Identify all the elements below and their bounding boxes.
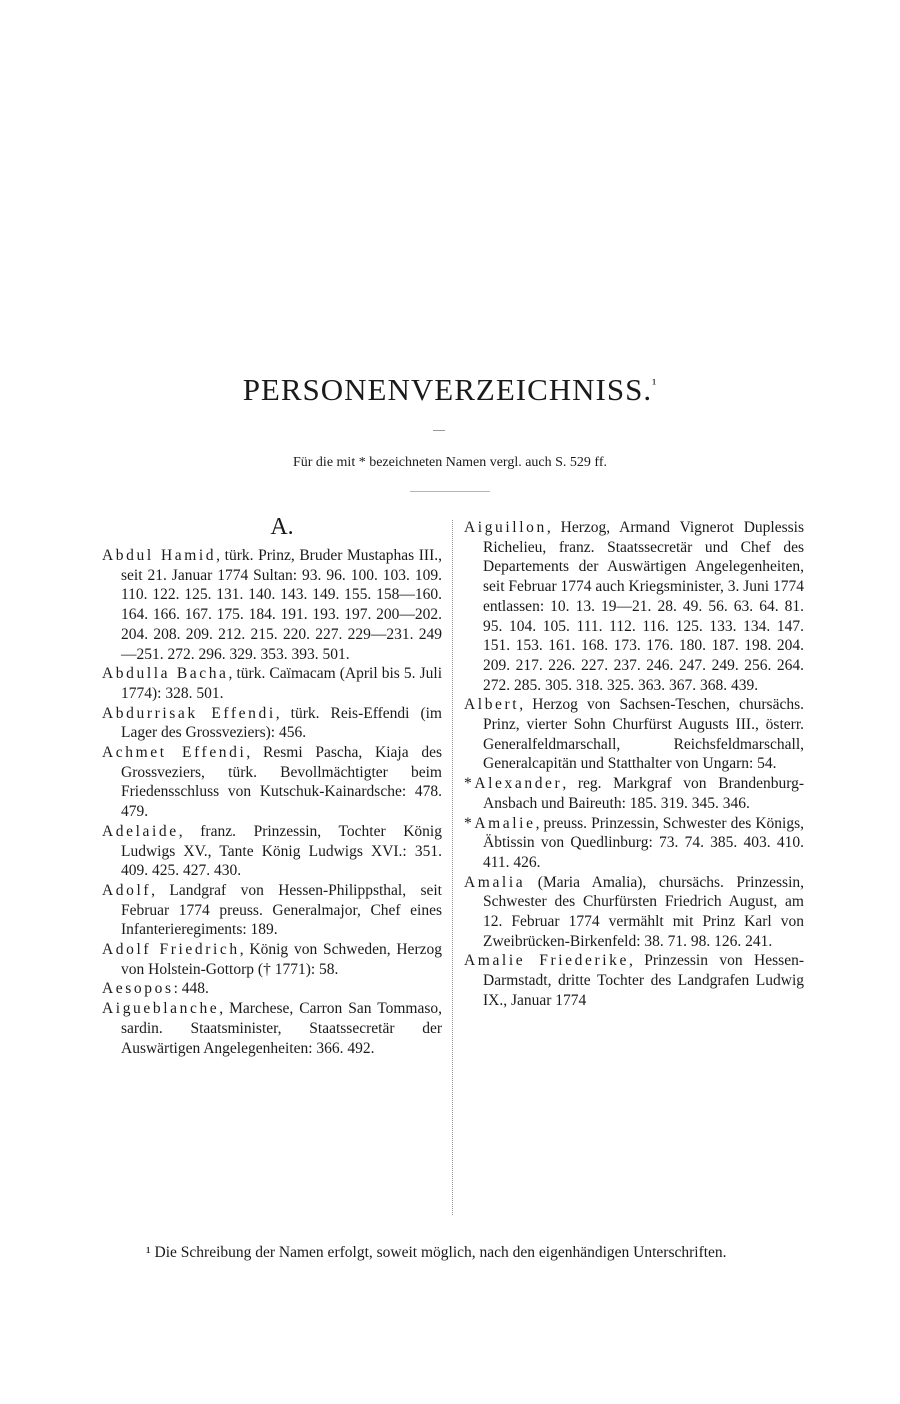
index-entry xyxy=(464,951,804,1010)
index-entry xyxy=(102,546,442,664)
index-entry xyxy=(464,873,804,952)
entry-name: Aesopos xyxy=(102,980,174,998)
footnote-text xyxy=(102,1243,802,1263)
section-rule xyxy=(410,491,490,492)
index-entry xyxy=(102,999,442,1058)
entry-text: , franz. Prinzessin, Tochter König Ludwigs XV., Tante König Ludwigs XVI.: 351. 409. 425. 427. 430. xyxy=(121,822,442,880)
index-entry xyxy=(464,695,804,774)
entry-name: Aigueblanche xyxy=(102,1000,220,1018)
entry-name: Albert xyxy=(464,696,520,714)
section-letter: A. xyxy=(270,514,294,540)
index-entry xyxy=(102,940,442,979)
index-entry xyxy=(464,518,804,695)
entry-text: , reg. Markgraf von Brandenburg-Ansbach und Baireuth: 185. 319. 345. 346. xyxy=(483,775,804,812)
entry-text: , türk. Reis-Effendi (im Lager des Grossveziers): 456. xyxy=(121,704,442,742)
index-entry xyxy=(464,814,804,873)
entry-text: : 448. xyxy=(173,980,209,998)
column-divider xyxy=(452,520,453,1215)
entry-text: , türk. Caïmacam (April bis 5. Juli 1774): 328. 501. xyxy=(121,665,442,702)
entry-name: Abdul Hamid xyxy=(102,547,217,564)
index-entry xyxy=(102,664,442,703)
index-entry xyxy=(102,743,442,822)
entry-text: , Marchese, Carron San Tommaso, sardin. Staatsminister, Staatssecretär der Auswärtigen Angelegenheiten: 366. 492. xyxy=(121,1000,442,1057)
right-column xyxy=(464,518,804,1011)
footnote xyxy=(102,1243,802,1263)
index-entry xyxy=(102,979,442,999)
entry-name: *Amalie xyxy=(464,814,536,832)
entry-name: Abdurrisak Effendi xyxy=(102,704,276,722)
left-column xyxy=(102,512,442,1058)
entry-text: , Landgraf von Hessen-Philippsthal, seit Februar 1774 preuss. Generalmajor, Chef eines Infanterieregiments: 189. xyxy=(121,881,442,939)
entry-text: , König von Schweden, Herzog von Holstein-Gottorp († 1771): 58. xyxy=(121,941,442,978)
entry-name: Amalia xyxy=(464,873,526,891)
index-entry xyxy=(102,704,442,743)
entry-name: Abdulla Bacha xyxy=(102,665,229,683)
entry-text: , türk. Prinz, Bruder Mustaphas III., seit 21. Januar 1774 Sultan: 93. 96. 100. 103. 109. 110. 122. 125. 131. 140. 143. 149. 155. 158—160. 164. 166. 167. 175. 184. 191. 193. 197. 200—202. 204. 208. 209. 212. 215. 220. 227. 229—231. 249—251. 272. 296. 329. 353. 393. 501. xyxy=(121,547,442,663)
entry-text: , Herzog, Armand Vignerot Duplessis Richelieu, franz. Staatssecretär und Chef des Departements der Auswärtigen Angelegenheiten, seit Februar 1774 auch Kriegsminister, 3. Juni 1774 entlassen: 10. 13. 19—21. 28. 49. 56. 63. 64. 81. 95. 104. 105. 111. 112. 116. 125. 133. 134. 147. 151. 153. 161. 168. 173. 176. 180. 187. 198. 204. 209. 217. 226. 227. 237. 246. 247. 249. 256. 264. 272. 285. 305. 318. 325. 363. 367. 368. 439. xyxy=(483,519,804,694)
right-entry-list xyxy=(464,518,804,1011)
entry-name: Adolf xyxy=(102,881,152,899)
entry-name: Aiguillon xyxy=(464,519,547,536)
index-entry xyxy=(102,822,442,881)
index-entry xyxy=(464,774,804,813)
entry-name: Achmet Effendi xyxy=(102,744,247,762)
entry-name: Adolf Friedrich xyxy=(102,941,240,959)
asterisk-note: Für die mit * bezeichneten Namen vergl. auch S. 529 ff. xyxy=(292,455,607,470)
title-footnote-mark: ¹ xyxy=(652,377,658,393)
entry-text: , Resmi Pascha, Kiaja des Grossveziers, türk. Bevollmächtigter beim Friedensschluss von Kutschuk-Kainardsche: 478. 479. xyxy=(121,744,442,821)
entry-name: Amalie Friederike xyxy=(464,952,629,970)
footnote-mark: ¹ xyxy=(146,1244,151,1261)
left-entry-list xyxy=(102,546,442,1058)
entry-text: (Maria Amalia), chursächs. Prinzessin, Schwester des Churfürsten Friedrich August, am 12. Februar 1774 vermählt mit Prinz Karl von Zweibrücken-Birkenfeld: 38. 71. 98. 126. 241. xyxy=(483,873,804,950)
page-title: PERSONENVERZEICHNISS.$^{^1}$ xyxy=(242,372,658,407)
footnote-body: Die Schreibung der Namen erfolgt, soweit möglich, nach den eigenhändigen Unterschriften. xyxy=(154,1244,727,1261)
entry-text: , Herzog von Sachsen-Teschen, chursächs. Prinz, vierter Sohn Churfürst Augusts III., österr. Generalfeldmarschall, Reichsfeldmarschall, Generalcapitän und Statthalter von Ungarn: 54. xyxy=(483,696,804,773)
index-entry xyxy=(102,881,442,940)
title-separator-dash xyxy=(433,430,445,431)
entry-text: , preuss. Prinzessin, Schwester des Königs, Äbtissin von Quedlinburg: 73. 74. 385. 403. 410. 411. 426. xyxy=(483,814,804,871)
entry-text: , Prinzessin von Hessen-Darmstadt, dritte Tochter des Landgrafen Ludwig IX., Januar 1774 xyxy=(483,952,804,1009)
entry-name: Adelaide xyxy=(102,822,179,840)
entry-name: *Alexander xyxy=(464,775,563,793)
